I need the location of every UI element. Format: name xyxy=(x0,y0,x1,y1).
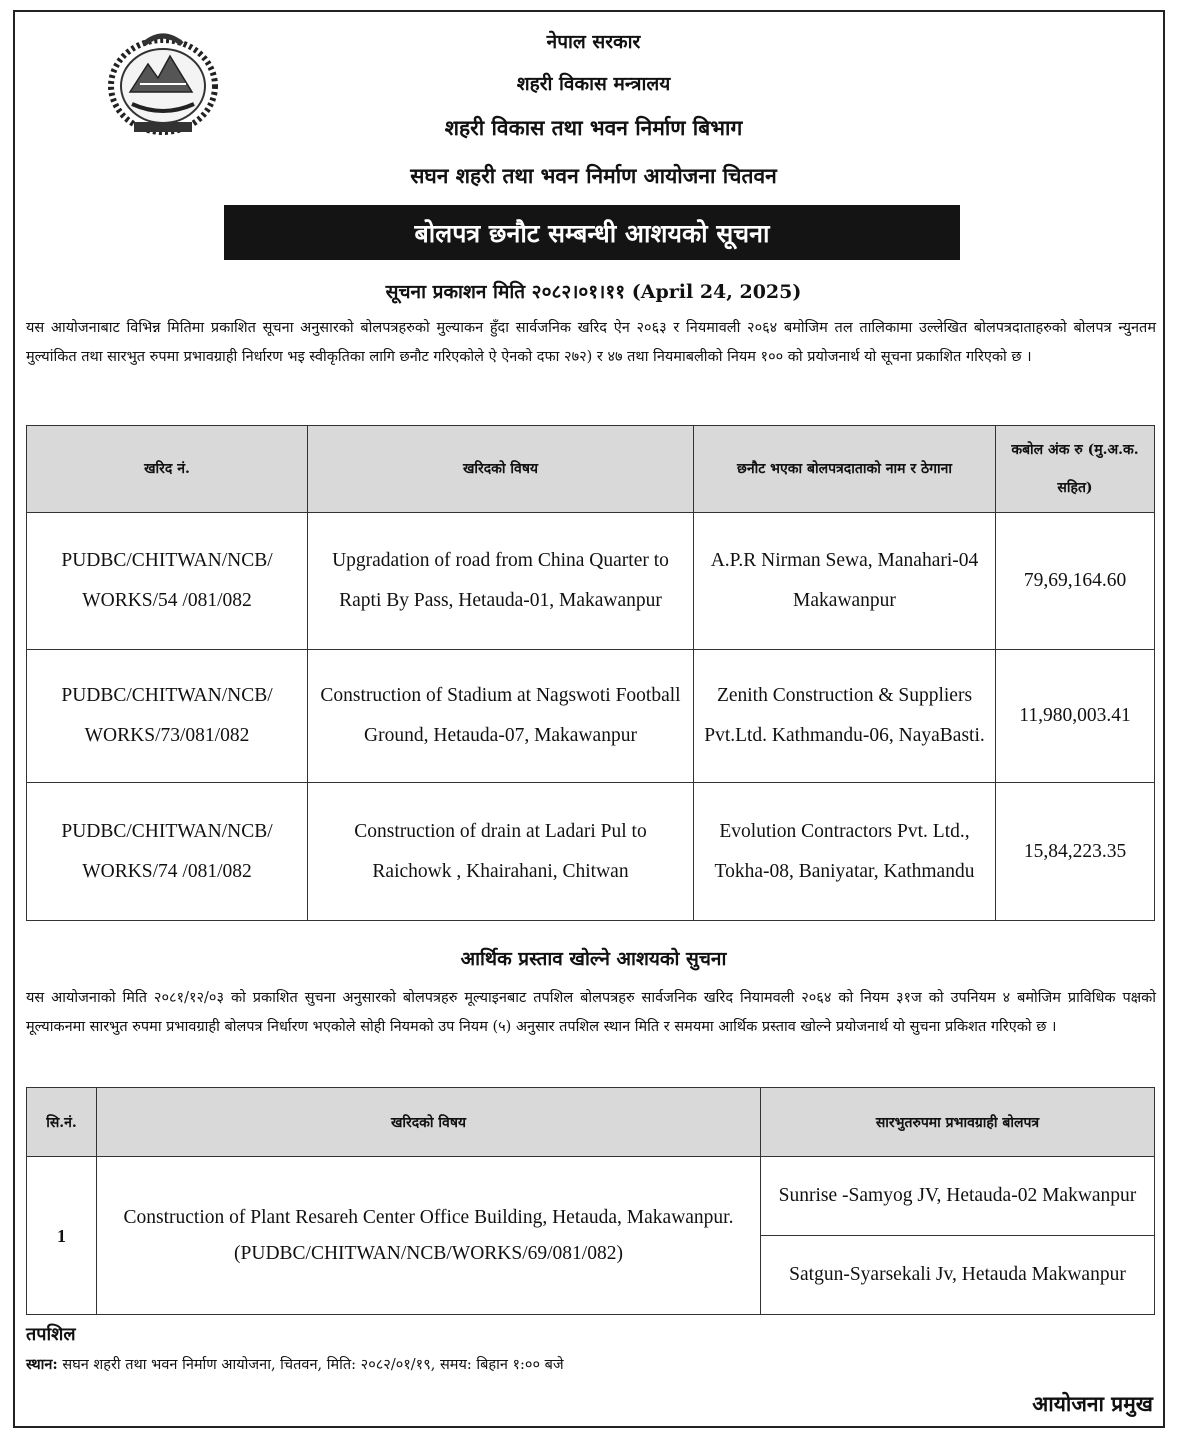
ministry-name: शहरी विकास मन्त्रालय xyxy=(516,73,671,95)
table-header-row xyxy=(27,1088,1155,1157)
project-name: सघन शहरी तथा भवन निर्माण आयोजना चितवन xyxy=(410,163,777,188)
column-header: खरिदको विषय xyxy=(308,426,694,513)
publication-date: सूचना प्रकाशन मिति २०८२।०१।११ (April 24, 2025) xyxy=(385,281,802,303)
bidder-name-address: Zenith Construction & Suppliers Pvt.Ltd. Kathmandu-06, NayaBasti. xyxy=(694,650,996,783)
bidder-name-address: Evolution Contractors Pvt. Ltd., Tokha-08, Baniyatar, Kathmandu xyxy=(694,783,996,921)
column-header: खरिद नं. xyxy=(27,426,308,513)
responsive-bidder: Satgun-Syarsekali Jv, Hetauda Makwanpur xyxy=(761,1236,1155,1315)
intro-paragraph: यस आयोजनाबाट विभिन्न मितिमा प्रकाशित सूचना अनुसारको बोलपत्रहरुको मुल्याकन हुँदा सार्वजनिक खरिद ऐन २०६३ र नियमावली २०६४ बमोजिम तल तालिकामा उल्लेखित बोलपत्रदाताहरुको बोलपत्र न्युनतम मुल्यांकित तथा सारभुत रुपमा प्रभावग्राही निर्धारण भइ स्वीकृतिका लागि छनौट गरिएकोले ऐ ऐनको दफा २७२) र ४७ तथा नियमाबलीको नियम १०० को प्रयोजनार्थ यो सूचना प्रकाशित गरिएको छ । xyxy=(26,320,1156,365)
details-heading: तपशिल xyxy=(26,1324,76,1345)
procurement-subject: Upgradation of road from China Quarter to Rapti By Pass, Hetauda-01, Makawanpur xyxy=(308,513,694,650)
signature-title: आयोजना प्रमुख xyxy=(1032,1391,1153,1416)
column-header: सि.नं. xyxy=(27,1088,97,1157)
procurement-ref: PUDBC/CHITWAN/NCB/ WORKS/73/081/082 xyxy=(27,650,308,783)
procurement-subject: Construction of Stadium at Nagswoti Football Ground, Hetauda-07, Makawanpur xyxy=(308,650,694,783)
table-row xyxy=(27,650,1155,783)
selected-bids-table xyxy=(26,425,1155,921)
government-name: नेपाल सरकार xyxy=(546,31,641,53)
table-row xyxy=(27,513,1155,650)
procurement-subject: Construction of drain at Ladari Pul to Raichowk , Khairahani, Chitwan xyxy=(308,783,694,921)
bid-amount: 15,84,223.35 xyxy=(996,783,1155,921)
financial-proposal-title: आर्थिक प्रस्ताव खोल्ने आशयको सुचना xyxy=(460,948,727,970)
venue-text: सघन शहरी तथा भवन निर्माण आयोजना, चितवन, मिति: २०८२/०१/१९, समय: बिहान १:०० बजे xyxy=(57,1357,564,1373)
responsive-bidder: Sunrise -Samyog JV, Hetauda-02 Makwanpur xyxy=(761,1157,1155,1236)
column-header: खरिदको विषय xyxy=(97,1088,761,1157)
bidder-name-address: A.P.R Nirman Sewa, Manahari-04 Makawanpur xyxy=(694,513,996,650)
table-row xyxy=(27,783,1155,921)
notice-title-banner: बोलपत्र छनौट सम्बन्धी आशयको सूचना xyxy=(224,205,960,260)
column-header: सारभुतरुपमा प्रभावग्राही बोलपत्र xyxy=(761,1088,1155,1157)
bid-amount: 11,980,003.41 xyxy=(996,650,1155,783)
financial-proposal-paragraph: यस आयोजनाको मिति २०८१/१२/०३ को प्रकाशित सुचना अनुसारको बोलपत्रहरु मूल्याइनबाट तपशिल बोलपत्रहरु सार्वजनिक खरिद नियामवली २०६४ को नियम ३१ज को उपनियम ४ बमोजिम प्राविधिक पक्षको मूल्याकनमा सारभुत रुपमा प्रभावग्राही बोलपत्र निर्धारण भएकोले सोही नियमको उप नियम (५) अनुसार तपशिल स्थान मिति र समयमा आर्थिक प्रस्ताव खोल्ने प्रयोजनार्थ यो सुचना प्रकिशत गरिएको छ । xyxy=(26,990,1156,1035)
procurement-subject: Construction of Plant Resareh Center Office Building, Hetauda, Makawanpur. (PUDBC/CHITWAN/NCB/WORKS/69/081/082) xyxy=(97,1157,761,1315)
column-header: छनौट भएका बोलपत्रदाताको नाम र ठेगाना xyxy=(694,426,996,513)
serial-number: 1 xyxy=(27,1157,97,1315)
responsive-bids-table xyxy=(26,1087,1155,1315)
venue-line xyxy=(26,1354,564,1374)
table-row xyxy=(27,1157,1155,1236)
bid-amount: 79,69,164.60 xyxy=(996,513,1155,650)
table-header-row xyxy=(27,426,1155,513)
procurement-ref: PUDBC/CHITWAN/NCB/ WORKS/74 /081/082 xyxy=(27,783,308,921)
department-name: शहरी विकास तथा भवन निर्माण बिभाग xyxy=(444,115,743,140)
column-header: कबोल अंक रु (मु.अ.क. सहित) xyxy=(996,426,1155,513)
procurement-ref: PUDBC/CHITWAN/NCB/ WORKS/54 /081/082 xyxy=(27,513,308,650)
venue-label: स्थान: xyxy=(26,1356,58,1373)
